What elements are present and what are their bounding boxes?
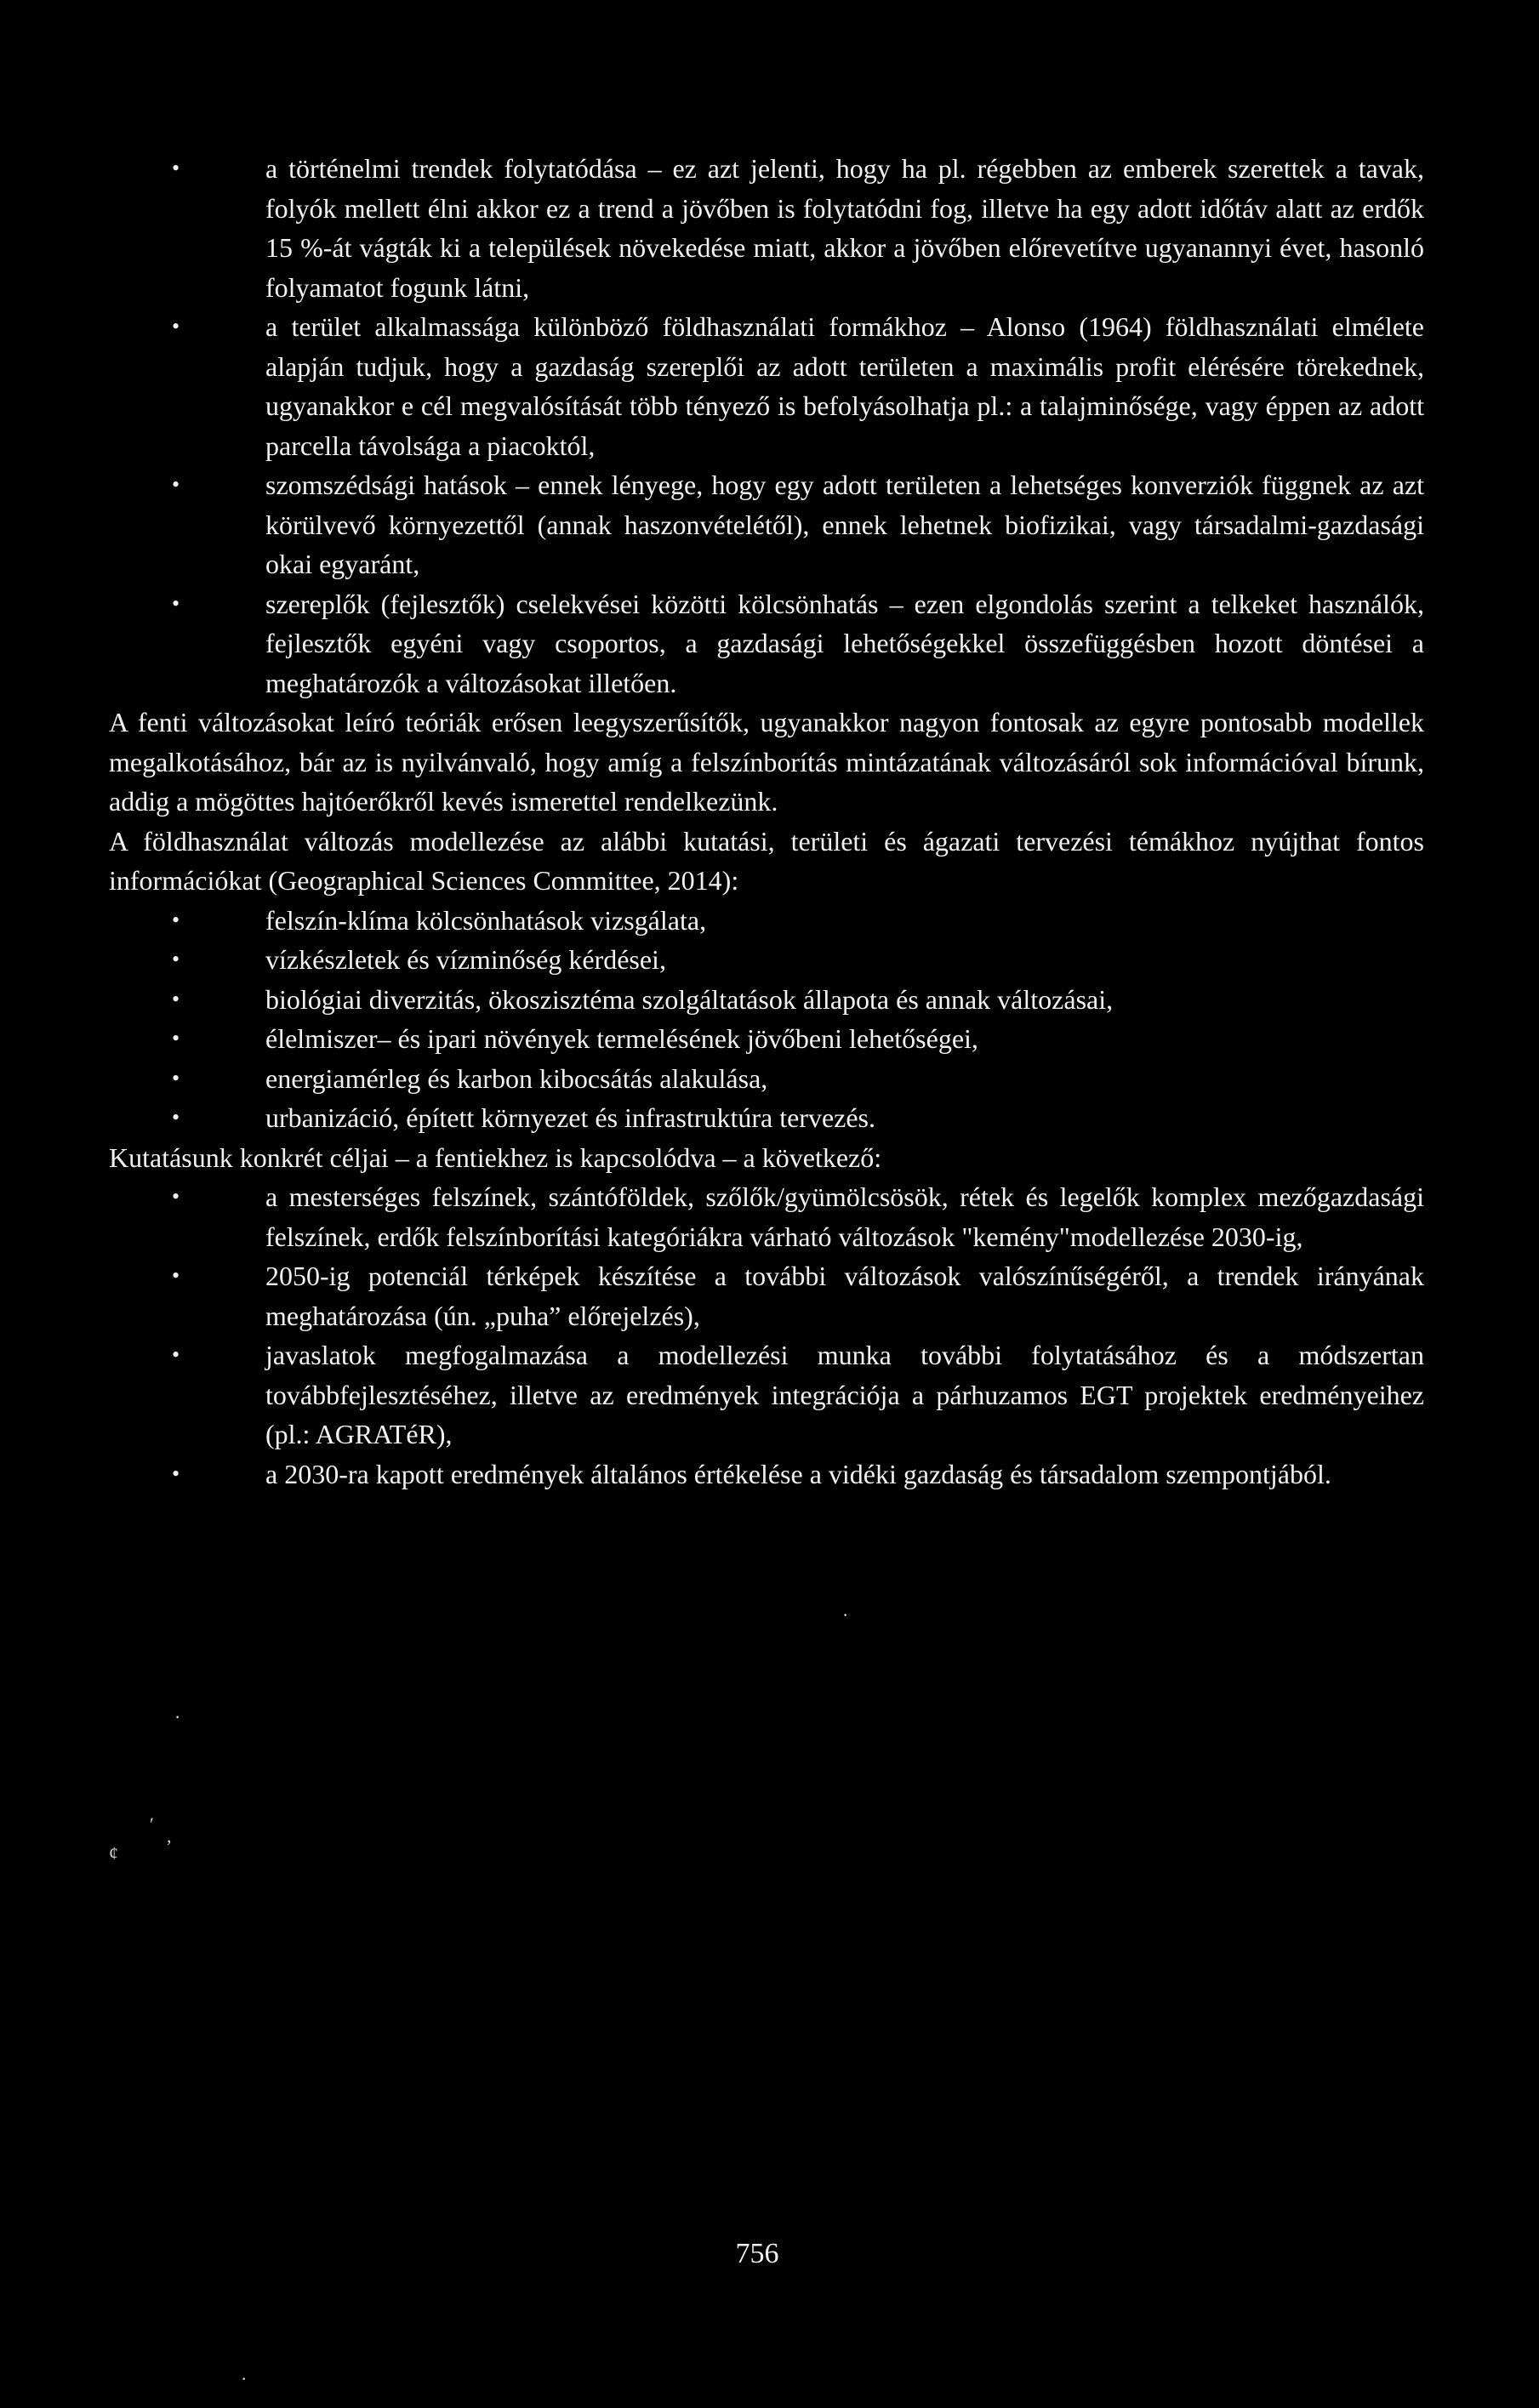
bullet-icon: •	[172, 947, 180, 971]
scan-speck: ·	[241, 2368, 248, 2389]
list-item	[109, 901, 1424, 941]
list-item-text: 2050-ig potenciál térképek készítése a további változások valószínűségéről, a trendek irányának meghatározása (ún. „puha” előrejelzés),	[265, 1261, 1424, 1331]
paragraph-modelling-topics-intro: A földhasználat változás modellezése az alábbi kutatási, területi és ágazati tervezési témákhoz nyújthat fontos információkat (Geographical Sciences Committee, 2014):	[109, 825, 1424, 896]
list-item-text: energiamérleg és karbon kibocsátás alakulása,	[265, 1062, 768, 1094]
list-item-text: a mesterséges felszínek, szántóföldek, szőlők/gyümölcsösök, rétek és legelők komplex mezőgazdasági felszínek, erdők felszínborítási kategóriákra várható változások "kemény"modellezése 2030-ig,	[265, 1181, 1424, 1252]
list-item-text: javaslatok megfogalmazása a modellezési munka további folytatásához és a módszertan továbbfejlesztéséhez, illetve az eredmények integrációja a párhuzamos EGT projektek eredményeihez (pl.: AGRATéR),	[265, 1340, 1424, 1449]
list-item	[109, 1177, 1424, 1256]
list-item-text: a 2030-ra kapott eredmények általános értékelése a vidéki gazdaság és társadalom szempontjából.	[265, 1458, 1331, 1489]
bullet-icon: •	[172, 986, 180, 1011]
bullet-icon: •	[172, 590, 180, 616]
scan-speck: ,	[167, 1825, 172, 1847]
list-item-text: szomszédsági hatások – ennek lényege, hogy egy adott területen a lehetséges konverziók függnek az azt körülvevő környezettől (annak haszonvételétől), ennek lehetnek biofizikai, vagy társadalmi-gazdasági okai egyaránt,	[265, 470, 1424, 579]
bullet-icon: •	[172, 156, 180, 180]
scan-speck: ·	[842, 1604, 849, 1625]
bullet-list-goals	[109, 1177, 1424, 1494]
bullet-icon: •	[172, 1026, 180, 1050]
list-item-text: élelmiszer– és ipari növények termelésének jövőbeni lehetőségei,	[265, 1023, 978, 1054]
list-item	[109, 307, 1424, 465]
bullet-icon: •	[172, 1105, 180, 1130]
list-item	[109, 1098, 1424, 1138]
list-item	[109, 980, 1424, 1020]
list-item	[109, 1256, 1424, 1335]
list-item	[109, 1335, 1424, 1454]
list-item	[109, 149, 1424, 307]
bullet-list-theories	[109, 149, 1424, 703]
bullet-icon: •	[172, 314, 180, 339]
paragraph-research-goals-intro: Kutatásunk konkrét céljai – a fentiekhez is kapcsolódva – a következő:	[109, 1141, 882, 1173]
bullet-icon: •	[172, 907, 180, 932]
page-number: 756	[735, 2238, 779, 2269]
list-item-text: vízkészletek és vízminőség kérdései,	[265, 944, 666, 975]
scan-speck: ȼ	[109, 1842, 118, 1864]
scan-speck: ·	[174, 1706, 181, 1728]
bullet-icon: •	[172, 1263, 180, 1288]
list-item	[109, 940, 1424, 980]
list-item	[109, 584, 1424, 703]
document-page	[109, 149, 1424, 1494]
list-item-text: biológiai diverzitás, ökoszisztéma szolgáltatások állapota és annak változásai,	[265, 983, 1114, 1015]
scan-speck: ′	[150, 1813, 154, 1835]
bullet-icon: •	[172, 1342, 180, 1367]
list-item	[109, 1019, 1424, 1059]
paragraph-theories-summary: A fenti változásokat leíró teóriák erősen leegyszerűsítők, ugyanakkor nagyon fontosak az egyre pontosabb modellek megalkotásához, bár az is nyilvánvaló, hogy amíg a felszínborítás mintázatának változásáról sok információval bírunk, addig a mögöttes hajtóerőkről kevés ismerettel rendelkezünk.	[109, 707, 1424, 817]
list-item	[109, 1059, 1424, 1099]
list-item-text: urbanizáció, épített környezet és infrastruktúra tervezés.	[265, 1102, 875, 1133]
list-item-text: szereplők (fejlesztők) cselekvései közötti kölcsönhatás – ezen elgondolás szerint a telkeket használók, fejlesztők egyéni vagy csoportos, a gazdasági lehetőségekkel összefüggésben hozott döntései a meghatározók a változásokat illetően.	[265, 588, 1424, 698]
bullet-list-topics	[109, 901, 1424, 1138]
bullet-icon: •	[172, 1184, 180, 1209]
list-item-text: a történelmi trendek folytatódása – ez azt jelenti, hogy ha pl. régebben az emberek szerettek a tavak, folyók mellett élni akkor ez a trend a jövőben is folytatódni fog, illetve ha egy adott időtáv alatt az erdők 15 %-át vágták ki a települések növekedése miatt, akkor a jövőben előrevetítve ugyanannyi évet, hasonló folyamatot fogunk látni,	[265, 153, 1424, 303]
list-item-text: a terület alkalmassága különböző földhasználati formákhoz – Alonso (1964) földhasználati elmélete alapján tudjuk, hogy a gazdaság szereplői az adott területen a maximális profit elérésére törekednek, ugyanakkor e cél megvalósítását több tényező is befolyásolhatja pl.: a talajminősége, vagy éppen az adott parcella távolsága a piacoktól,	[265, 311, 1424, 461]
list-item	[109, 1454, 1424, 1494]
list-item-text: felszín-klíma kölcsönhatások vizsgálata,	[265, 904, 707, 936]
bullet-icon: •	[172, 1065, 180, 1090]
list-item	[109, 465, 1424, 584]
bullet-icon: •	[172, 472, 180, 497]
bullet-icon: •	[172, 1460, 180, 1486]
